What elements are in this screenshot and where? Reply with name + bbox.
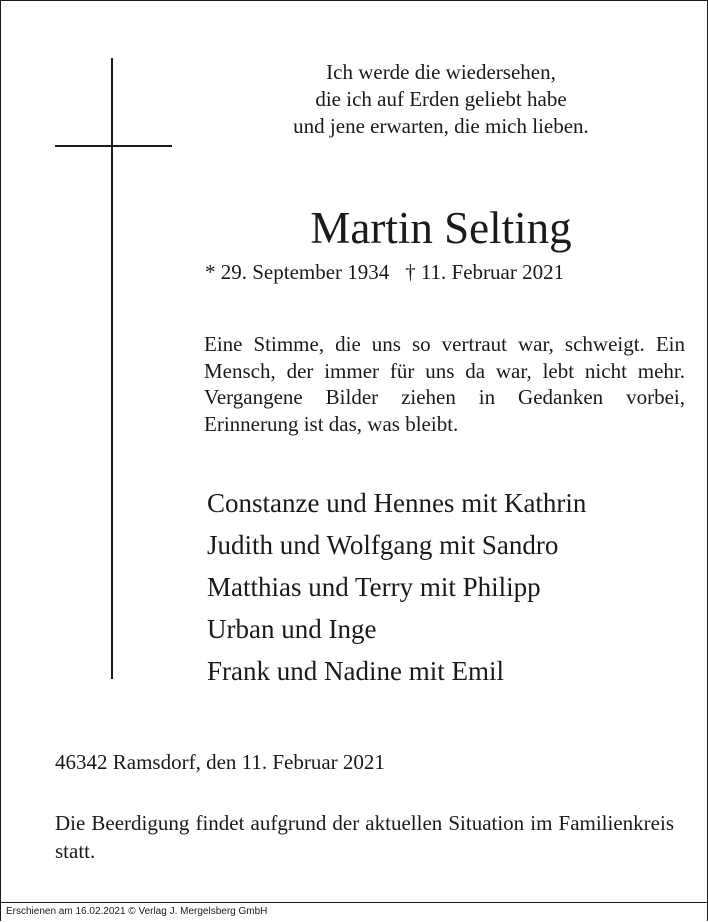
- deceased-name: Martin Selting: [310, 203, 572, 253]
- verse-line: und jene erwarten, die mich lieben.: [293, 114, 589, 138]
- cross-symbol-vertical: [111, 58, 113, 679]
- place-and-date: 46342 Ramsdorf, den 11. Februar 2021: [55, 750, 385, 774]
- death-date: † 11. Februar 2021: [405, 260, 565, 284]
- verse-line: die ich auf Erden geliebt habe: [315, 87, 567, 111]
- funeral-note: Die Beerdigung findet aufgrund der aktuellen Situation im Familienkreis statt.: [55, 811, 674, 863]
- life-dates: [205, 259, 645, 285]
- mourner-entry: Constanze und Hennes mit Kathrin: [207, 488, 587, 518]
- mourner-entry: Frank und Nadine mit Emil: [207, 656, 504, 686]
- mourners-list: [207, 482, 677, 692]
- cross-symbol-horizontal: [55, 145, 172, 147]
- verse-quote: [241, 59, 641, 140]
- birth-date: * 29. September 1934: [205, 260, 390, 284]
- mourner-entry: Matthias und Terry mit Philipp: [207, 572, 541, 602]
- mourner-entry: Urban und Inge: [207, 614, 377, 644]
- verse-line: Ich werde die wiedersehen,: [326, 60, 556, 84]
- mourner-entry: Judith und Wolfgang mit Sandro: [207, 530, 559, 560]
- memorial-text: Eine Stimme, die uns so vertraut war, schweigt. Ein Mensch, der immer für uns da war, lebt nicht mehr. Vergangene Bilder ziehen in Gedanken vorbei, Erinnerung ist das, was bleibt.: [204, 332, 685, 436]
- publication-footer: Erschienen am 16.02.2021 © Verlag J. Mergelsberg GmbH: [6, 906, 268, 917]
